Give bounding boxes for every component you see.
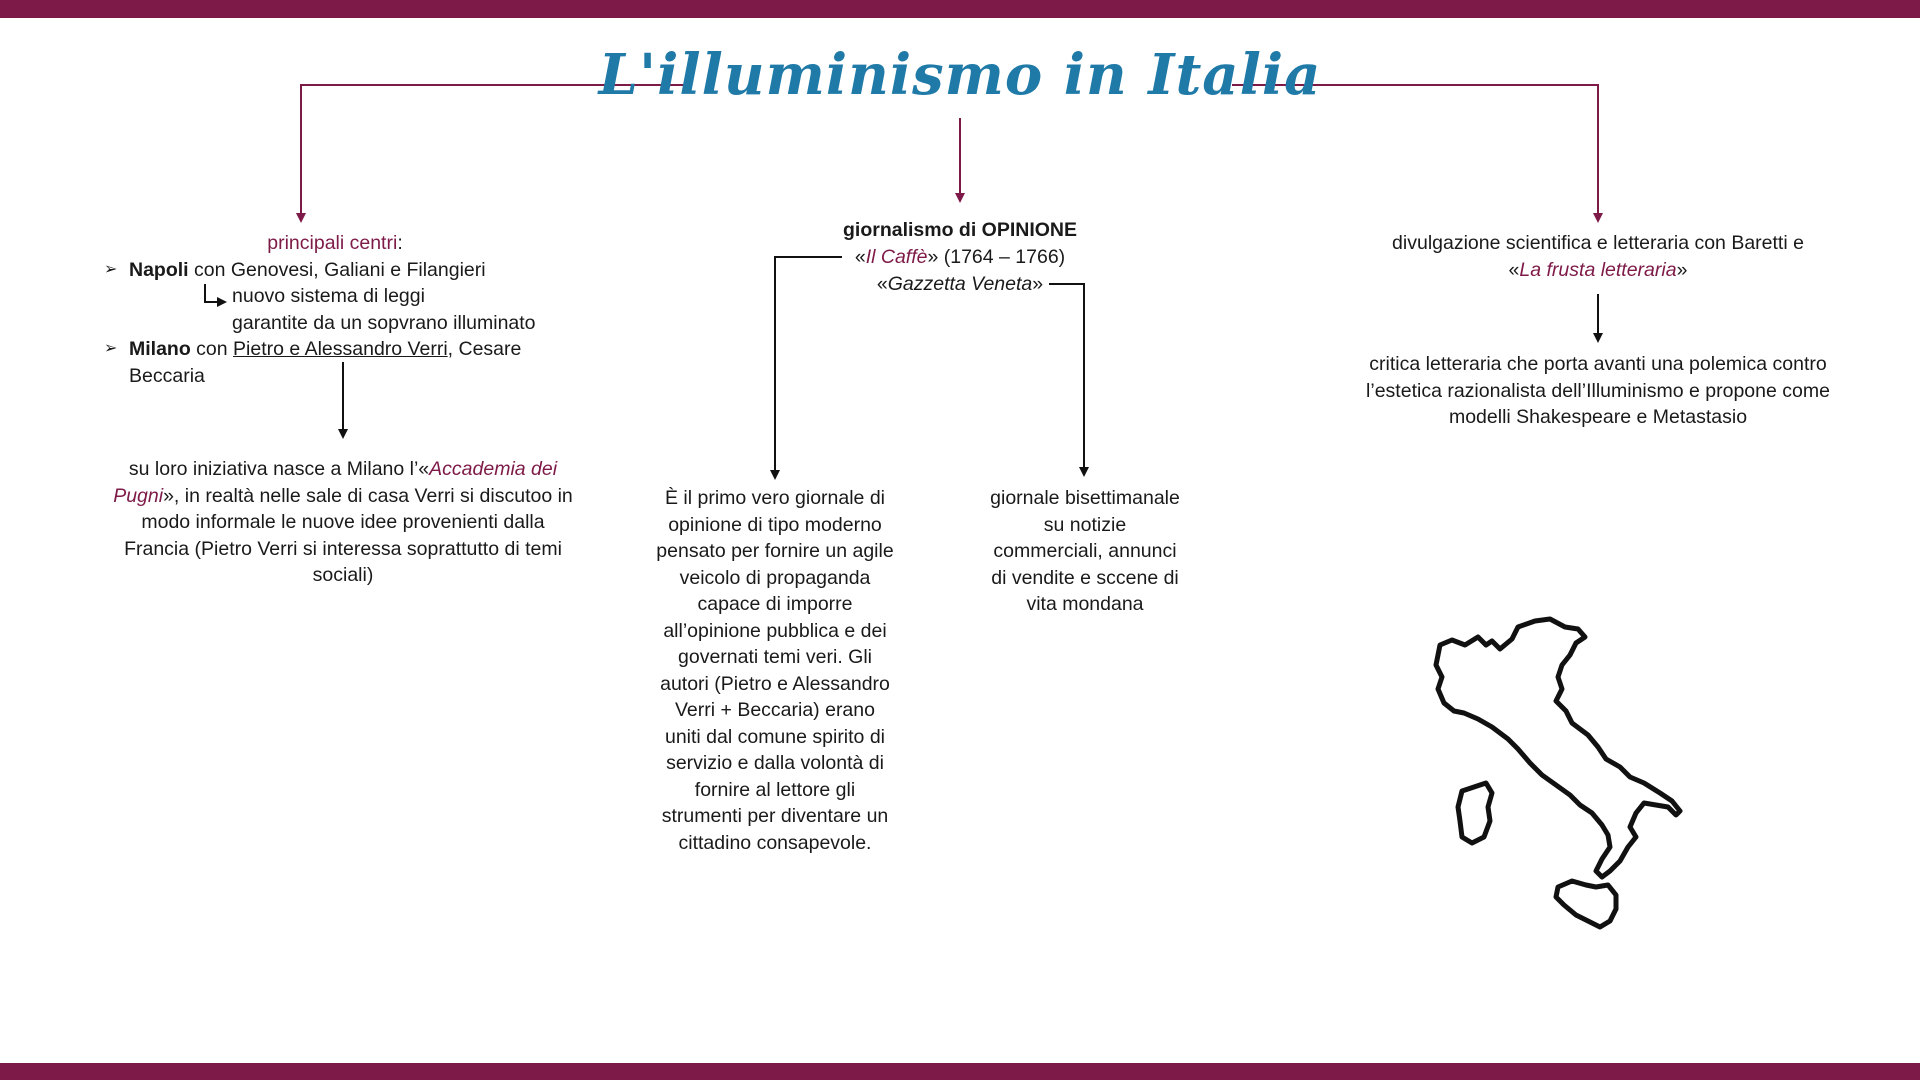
napoli-item: ➢ Napoli con Genovesi, Galiani e Filangieri <box>104 257 584 284</box>
caffe-line: «Il Caffè» (1764 – 1766) <box>854 246 1066 268</box>
right-description: critica letteraria che porta avanti una polemica contro l’estetica razionalista dell’Illuminismo e propone come modelli Shakespeare e Metastasio <box>1366 353 1830 428</box>
accademia-note: su loro iniziativa nasce a Milano l’«Accademia dei Pugni», in realtà nelle sale di casa Verri si discutoo in modo informale le nuove idee provenienti dalla Francia (Pietro Verri si interessa soprattutto di temi sociali) <box>113 458 573 586</box>
italy-map-icon <box>1430 615 1705 935</box>
gazzetta-line: «Gazzetta Veneta» <box>876 273 1044 295</box>
left-heading: principali centri: <box>267 232 403 254</box>
bullet-icon: ➢ <box>104 261 118 278</box>
milano-item: ➢ Milano con Pietro e Alessandro Verri, Cesare Beccaria <box>104 338 522 387</box>
page-title: L'illuminismo in Italia <box>598 42 1322 108</box>
gazzetta-description: giornale bisettimanale su notizie commerciali, annunci di vendite e sccene di vita mondana <box>990 487 1180 615</box>
caffe-description: È il primo vero giornale di opinione di tipo moderno pensato per fornire un agile veicolo di propaganda capace di imporre all’opinione pubblica e dei governati temi veri. Gli autori (Pietro e Alessandro Verri + Beccaria) erano uniti dal comune spirito di servizio e dalla volontà di fornire al lettore gli strumenti per diventare un cittadino consapevole. <box>656 487 894 854</box>
bullet-icon: ➢ <box>104 340 118 357</box>
gazzetta-arrow <box>1049 284 1084 472</box>
napoli-sub-arrow <box>205 284 222 302</box>
napoli-sub: nuovo sistema di leggi garantite da un sopvrano illuminato <box>232 285 536 334</box>
right-heading: divulgazione scientifica e letteraria con Baretti e «La frusta letteraria» <box>1392 232 1804 281</box>
center-heading: giornalismo di OPINIONE <box>842 219 1078 241</box>
